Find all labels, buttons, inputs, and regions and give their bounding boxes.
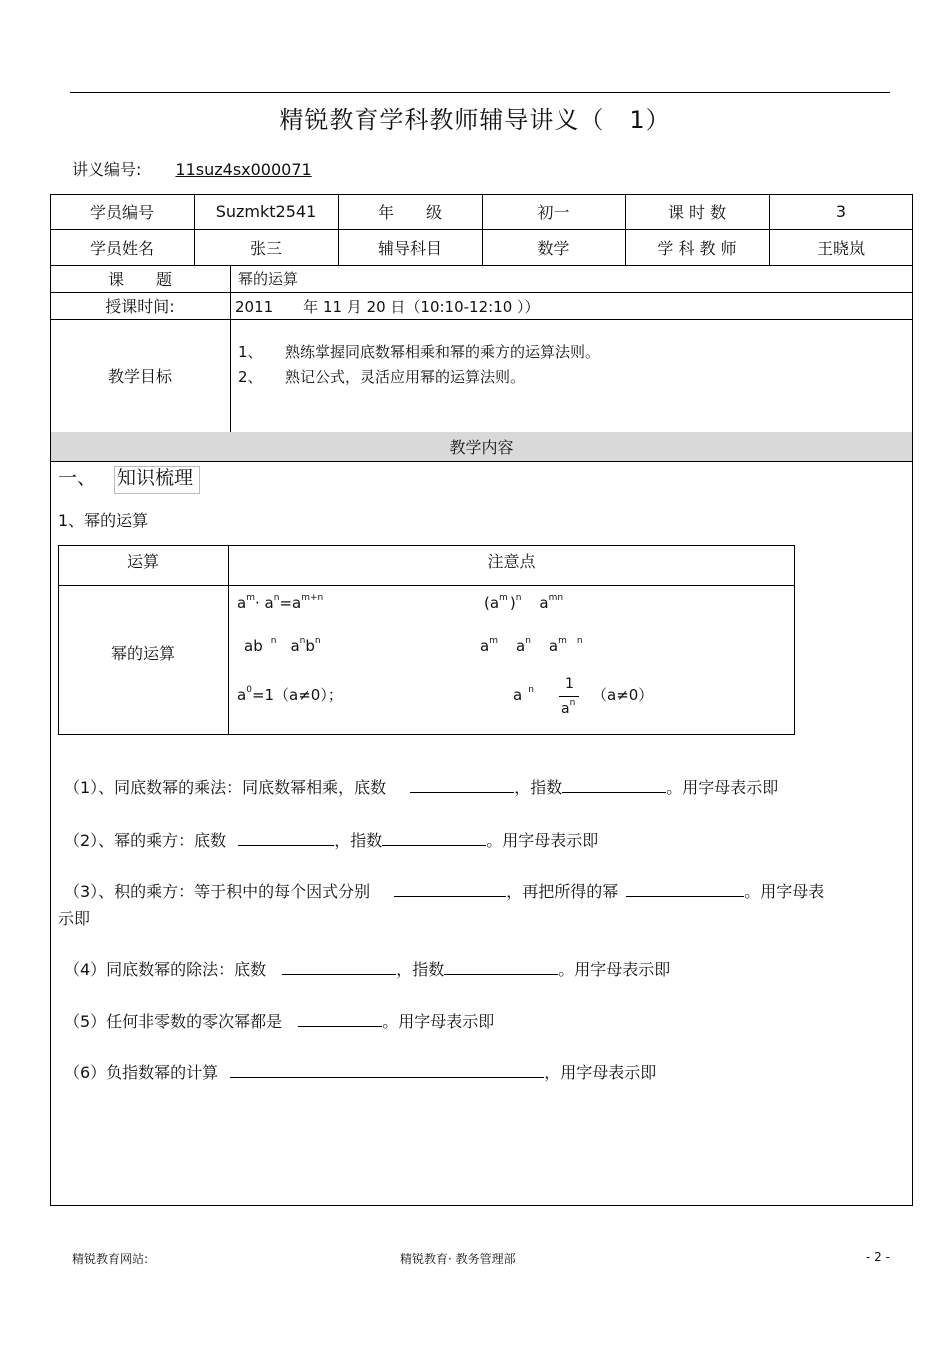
formula-power-rule: ($a^m$ )$^n$ $a^{mn}$ (484, 593, 564, 612)
teacher-label: 学 科 教 师 (657, 238, 737, 258)
topic-value: 幂的运算 (238, 270, 299, 288)
formula-quotient-rule: $a^m$ $a^n$ $a^m$ $^n$ (480, 636, 583, 655)
header-rule (70, 92, 890, 93)
footer-department: 精锐教育· 教务管理部 (400, 1252, 516, 1266)
question-1: （1）、同底数幂的乘法：同底数幂相乘，底数 ，指数 。用字母表示即 (64, 778, 779, 797)
question-6: （6）负指数幂的计算 ，用字母表示即 (64, 1063, 657, 1082)
topic-label: 课 题 (107, 270, 172, 289)
lecture-number-value: 11suz4sx000071 (175, 160, 312, 179)
formula-product-power: ab $^n$ $a^nb^n$ (244, 636, 321, 655)
lecture-number (72, 157, 312, 180)
page-title: 精锐教育学科教师辅导讲义（ 1） (279, 106, 671, 134)
goal-2: 2、 熟记公式，灵活应用幂的运算法则。 (238, 368, 526, 386)
blank-6a[interactable] (230, 1077, 544, 1078)
formula-negative-exponent: a $^n$ (513, 685, 534, 704)
blank-2b[interactable] (382, 845, 486, 846)
content-header: 教学内容 (51, 432, 912, 461)
fraction-numerator: 1 (565, 676, 574, 692)
subject-label: 辅导科目 (377, 238, 442, 258)
col-notes-header: 注意点 (487, 551, 536, 571)
hours-value: 3 (835, 202, 847, 221)
formula-product-rule: $a^m\cdot a^n=a^{m+n}$ (237, 593, 324, 612)
hours-label: 课 时 数 (667, 203, 727, 222)
blank-1a[interactable] (410, 792, 514, 793)
blank-1b[interactable] (562, 792, 666, 793)
question-4: （4）同底数幂的除法：底数 ，指数 。用字母表示即 (64, 960, 671, 979)
formula-zero-exponent: $a^0=1(a\ne 0)$； (237, 685, 343, 704)
blank-4b[interactable] (444, 974, 558, 975)
teacher-value: 王晓岚 (816, 238, 865, 258)
blank-3a[interactable] (394, 896, 506, 897)
lecture-number-label: 讲义编号: (72, 160, 142, 179)
time-label: 授课时间: (105, 297, 175, 316)
formula-negative-condition: （a≠0） (592, 686, 654, 704)
goal-label: 教学目标 (107, 367, 172, 386)
fraction-denominator: $a^n$ (561, 698, 576, 717)
time-value: 2011 年 11 月 20 日（10:10-12:10 ）） (235, 298, 540, 316)
grade-label: 年 级 (377, 203, 442, 222)
row-label-power-ops: 幂的运算 (110, 644, 175, 663)
question-5: （5）任何非零数的零次幂都是 。用字母表示即 (64, 1012, 495, 1031)
section-title: 知识梳理 (114, 466, 200, 494)
question-3-cont: 示即 (58, 909, 91, 928)
fraction-bar (559, 696, 579, 697)
blank-5a[interactable] (298, 1026, 382, 1027)
student-id-label: 学员编号 (89, 203, 154, 222)
goal-1: 1、 熟练掌握同底数幂相乘和幂的乘方的运算法则。 (238, 343, 601, 361)
section-heading (58, 463, 200, 490)
subject-value: 数学 (537, 238, 570, 258)
student-id-value: Suzmkt2541 (215, 202, 317, 221)
question-2: （2）、幂的乘方：底数 ，指数 。用字母表示即 (64, 831, 599, 850)
student-name-value: 张三 (249, 238, 282, 258)
blank-3b[interactable] (626, 896, 744, 897)
col-operation-header: 运算 (126, 551, 159, 571)
page-number: - 2 - (866, 1250, 890, 1264)
student-name-label: 学员姓名 (89, 238, 154, 258)
blank-4a[interactable] (282, 974, 396, 975)
question-3: （3）、积的乘方：等于积中的每个因式分别 ，再把所得的幂 。用字母表 (64, 882, 825, 901)
grade-value: 初一 (537, 203, 570, 222)
footer-website: 精锐教育网站: (72, 1252, 149, 1266)
subsection-title: 1、幂的运算 (58, 511, 149, 530)
section-number: 一、 (58, 467, 97, 489)
blank-2a[interactable] (238, 845, 334, 846)
